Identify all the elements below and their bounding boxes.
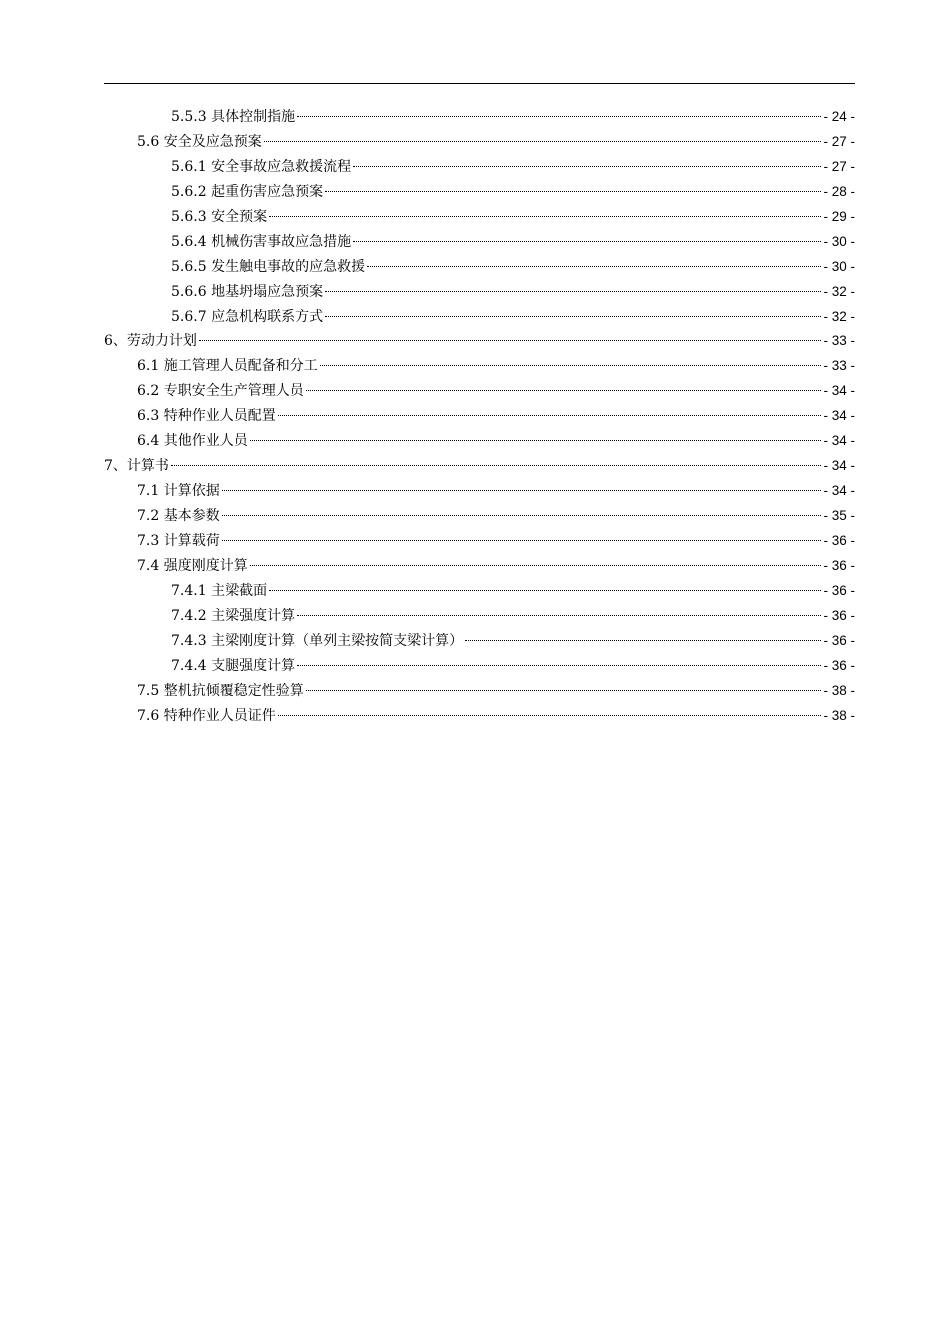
toc-entry-title: 7.5 整机抗倾覆稳定性验算 bbox=[137, 682, 304, 699]
toc-page-number: - 34 - bbox=[823, 483, 855, 499]
toc-entry[interactable] bbox=[104, 454, 855, 479]
toc-page-number: - 36 - bbox=[823, 557, 855, 573]
table-of-contents bbox=[104, 105, 855, 728]
toc-dot-leader bbox=[306, 690, 822, 691]
toc-dot-leader bbox=[222, 540, 822, 541]
toc-entry[interactable] bbox=[104, 305, 855, 330]
toc-entry-title: 5.6.1 安全事故应急救援流程 bbox=[171, 158, 352, 175]
toc-page-number: - 35 - bbox=[823, 508, 855, 523]
toc-dot-leader bbox=[171, 465, 822, 466]
toc-entry-title: 5.6.2 起重伤害应急预案 bbox=[171, 183, 324, 200]
toc-dot-leader bbox=[278, 715, 822, 716]
toc-page-number: - 38 - bbox=[823, 682, 855, 698]
toc-page-number: - 32 - bbox=[823, 283, 855, 299]
toc-page-number: - 29 - bbox=[823, 208, 855, 224]
toc-dot-leader bbox=[278, 415, 822, 416]
toc-page-number: - 24 - bbox=[823, 109, 855, 124]
toc-page-number: - 33 - bbox=[823, 358, 855, 374]
toc-entry[interactable] bbox=[104, 404, 855, 429]
toc-dot-leader bbox=[222, 490, 822, 491]
toc-entry[interactable] bbox=[104, 354, 855, 379]
toc-entry[interactable] bbox=[104, 329, 855, 354]
toc-entry-title: 5.6.3 安全预案 bbox=[171, 208, 268, 225]
toc-page-number: - 30 - bbox=[823, 233, 855, 249]
toc-entry-title: 6、劳动力计划 bbox=[104, 333, 197, 350]
toc-entry[interactable] bbox=[104, 205, 855, 230]
toc-entry[interactable] bbox=[104, 130, 855, 155]
toc-entry[interactable] bbox=[104, 230, 855, 255]
toc-entry-title: 7.4.2 主梁强度计算 bbox=[171, 607, 296, 624]
toc-page-number: - 36 - bbox=[823, 582, 855, 598]
toc-dot-leader bbox=[222, 515, 822, 516]
toc-page-number: - 32 - bbox=[823, 308, 855, 324]
toc-entry-title: 7.2 基本参数 bbox=[137, 508, 220, 524]
toc-entry[interactable] bbox=[104, 654, 855, 679]
toc-dot-leader bbox=[269, 590, 821, 591]
toc-entry-title: 7.1 计算依据 bbox=[137, 483, 220, 500]
toc-entry-title: 5.6 安全及应急预案 bbox=[137, 133, 262, 150]
toc-entry[interactable] bbox=[104, 629, 855, 654]
toc-entry[interactable] bbox=[104, 529, 855, 554]
toc-dot-leader bbox=[250, 565, 822, 566]
toc-entry[interactable] bbox=[104, 554, 855, 579]
toc-entry[interactable] bbox=[104, 504, 855, 529]
toc-entry[interactable] bbox=[104, 579, 855, 604]
toc-dot-leader bbox=[199, 340, 822, 341]
toc-page-number: - 38 - bbox=[823, 707, 855, 723]
toc-page-number: - 27 - bbox=[823, 133, 855, 149]
toc-page-number: - 28 - bbox=[823, 183, 855, 199]
toc-dot-leader bbox=[353, 241, 821, 242]
toc-page-number: - 30 - bbox=[823, 258, 855, 274]
toc-dot-leader bbox=[353, 166, 821, 167]
toc-dot-leader bbox=[297, 116, 821, 117]
toc-entry[interactable] bbox=[104, 180, 855, 205]
toc-page-number: - 34 - bbox=[823, 458, 855, 474]
toc-entry-title: 7.4 强度刚度计算 bbox=[137, 557, 248, 574]
toc-page-number: - 34 - bbox=[823, 433, 855, 449]
toc-entry-title: 7.6 特种作业人员证件 bbox=[137, 707, 276, 724]
toc-dot-leader bbox=[465, 640, 821, 641]
toc-entry-title: 7.4.4 支腿强度计算 bbox=[171, 657, 296, 674]
toc-dot-leader bbox=[320, 365, 822, 366]
toc-entry-title: 5.6.4 机械伤害事故应急措施 bbox=[171, 233, 352, 250]
toc-page-number: - 33 - bbox=[823, 333, 855, 349]
toc-entry[interactable] bbox=[104, 280, 855, 305]
toc-entry-title: 6.1 施工管理人员配备和分工 bbox=[137, 358, 318, 375]
toc-entry[interactable] bbox=[104, 479, 855, 504]
toc-entry[interactable] bbox=[104, 105, 855, 130]
toc-entry-title: 5.6.7 应急机构联系方式 bbox=[171, 308, 324, 325]
toc-entry[interactable] bbox=[104, 429, 855, 454]
toc-dot-leader bbox=[325, 316, 821, 317]
toc-page-number: - 36 - bbox=[823, 532, 855, 548]
toc-entry-title: 7.4.3 主梁刚度计算（单列主梁按简支梁计算） bbox=[171, 632, 464, 649]
toc-entry-title: 6.2 专职安全生产管理人员 bbox=[137, 383, 304, 400]
toc-entry[interactable] bbox=[104, 604, 855, 629]
toc-dot-leader bbox=[264, 141, 822, 142]
toc-entry-title: 5.5.3 具体控制指施 bbox=[171, 109, 296, 125]
toc-dot-leader bbox=[306, 390, 822, 391]
toc-entry[interactable] bbox=[104, 255, 855, 280]
toc-entry-title: 7.3 计算载荷 bbox=[137, 532, 220, 549]
toc-page-number: - 36 - bbox=[823, 657, 855, 673]
toc-entry-title: 6.4 其他作业人员 bbox=[137, 433, 248, 450]
toc-dot-leader bbox=[325, 291, 821, 292]
toc-dot-leader bbox=[297, 665, 821, 666]
toc-page-number: - 34 - bbox=[823, 408, 855, 424]
toc-entry[interactable] bbox=[104, 679, 855, 704]
toc-entry-title: 7、计算书 bbox=[104, 458, 169, 475]
toc-entry[interactable] bbox=[104, 155, 855, 180]
toc-page-number: - 36 - bbox=[823, 607, 855, 623]
toc-page-number: - 34 - bbox=[823, 383, 855, 399]
toc-page-number: - 36 - bbox=[823, 632, 855, 648]
toc-dot-leader bbox=[297, 615, 821, 616]
toc-entry-title: 5.6.5 发生触电事故的应急救援 bbox=[171, 258, 366, 275]
header-rule bbox=[104, 83, 855, 84]
toc-dot-leader bbox=[367, 266, 821, 267]
toc-page-number: - 27 - bbox=[823, 158, 855, 174]
toc-entry-title: 6.3 特种作业人员配置 bbox=[137, 408, 276, 425]
toc-dot-leader bbox=[250, 440, 822, 441]
toc-dot-leader bbox=[325, 191, 821, 192]
toc-entry[interactable] bbox=[104, 379, 855, 404]
toc-entry-title: 5.6.6 地基坍塌应急预案 bbox=[171, 283, 324, 300]
toc-dot-leader bbox=[269, 216, 821, 217]
toc-entry[interactable] bbox=[104, 704, 855, 729]
toc-entry-title: 7.4.1 主梁截面 bbox=[171, 582, 268, 599]
